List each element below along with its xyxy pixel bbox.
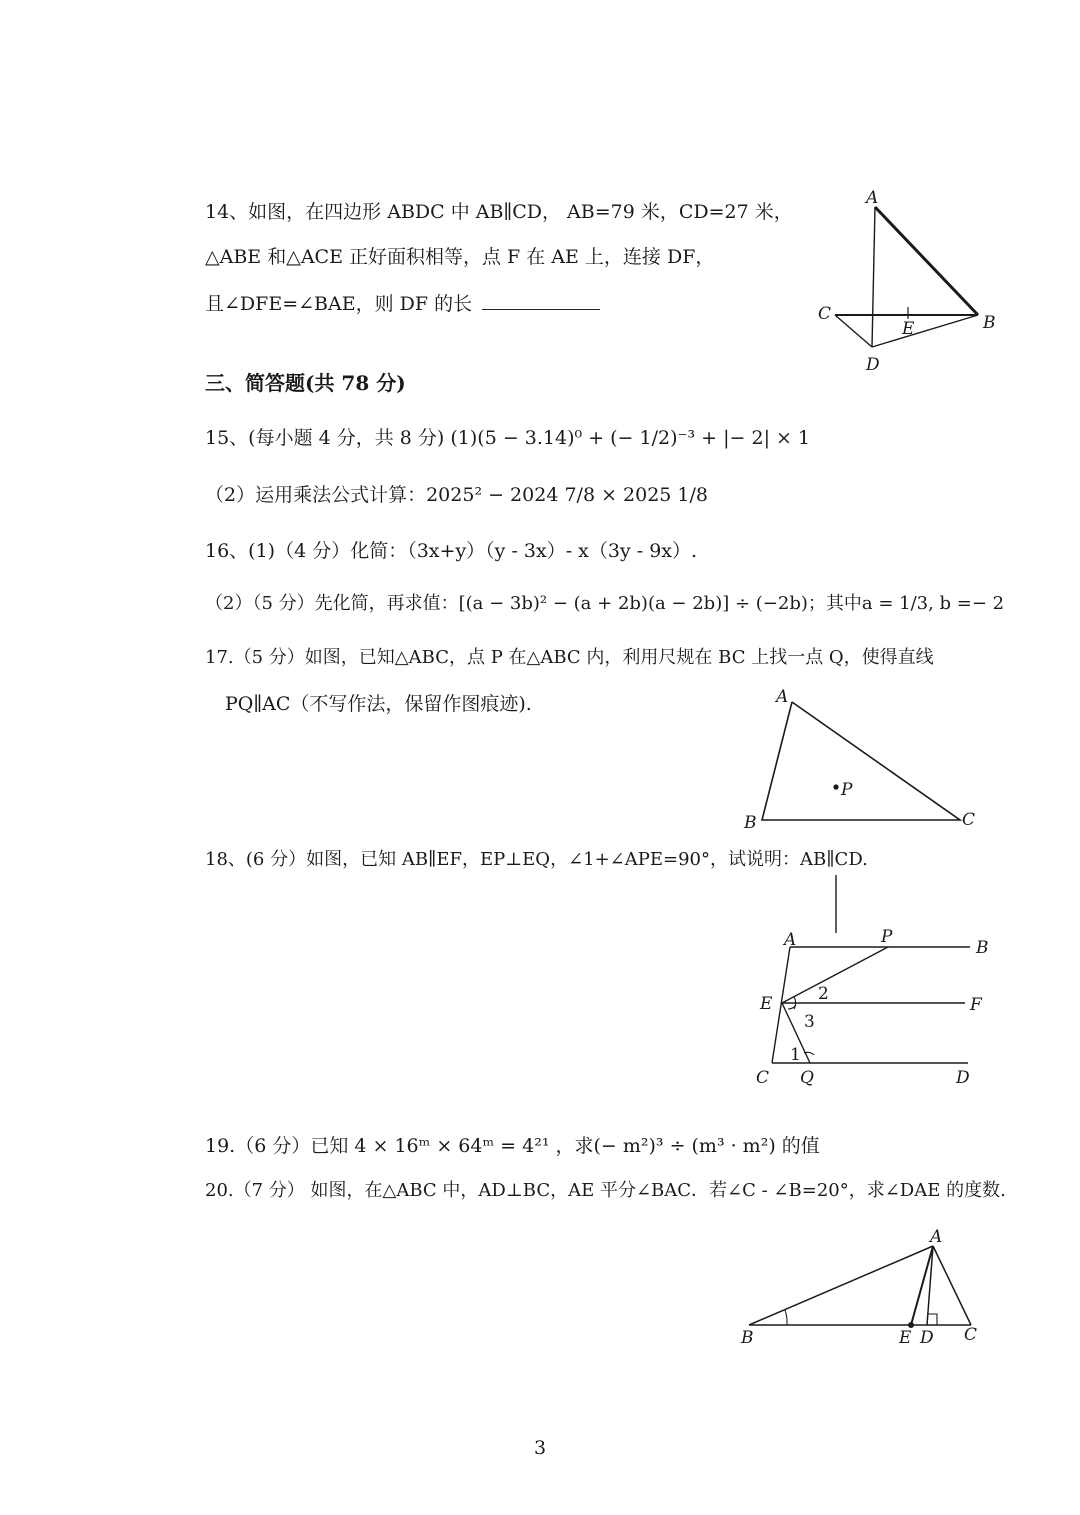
q17-label-p: P	[841, 780, 853, 800]
q18-label-a: A	[784, 930, 797, 950]
q20-label-a: A	[930, 1227, 943, 1247]
q18-label-q: Q	[800, 1068, 814, 1088]
q17-label-c: C	[962, 810, 976, 830]
q18-figure	[750, 875, 1000, 1090]
q14-line-1: 14、如图，在四边形 ABDC 中 AB∥CD， AB=79 米，CD=27 米，	[205, 201, 793, 223]
q14-label-a: A	[866, 188, 879, 208]
q20-line-1: 20.（7 分） 如图，在△ABC 中，AD⊥BC，AE 平分∠BAC．若∠C - ∠B=20°，求∠DAE 的度数.	[205, 1180, 1006, 1201]
q20-label-e: E	[899, 1328, 912, 1348]
q15-line-2: （2）运用乘法公式计算：2025² − 2024 7/8 × 2025 1/8	[205, 484, 708, 506]
q14-label-c: C	[818, 304, 832, 324]
q14-label-b: B	[983, 313, 996, 333]
q17-line-1: 17.（5 分）如图，已知△ABC，点 P 在△ABC 内，利用尺规在 BC 上找一点 Q，使得直线	[205, 647, 934, 668]
q14-line-3-text: 且∠DFE=∠BAE，则 DF 的长	[205, 293, 473, 315]
q18-label-3: 3	[804, 1012, 815, 1032]
q16-line-1: 16、(1)（4 分）化简：（3x+y）（y - 3x）- x（3y - 9x）.	[205, 540, 698, 562]
q18-line-1: 18、(6 分）如图，已知 AB∥EF，EP⊥EQ，∠1+∠APE=90°，试说明：AB∥CD.	[205, 849, 868, 870]
q20-label-d: D	[920, 1328, 934, 1348]
q18-label-d: D	[956, 1068, 970, 1088]
q14-label-d: D	[866, 355, 880, 375]
q18-label-1: 1	[790, 1045, 801, 1065]
q19-line-1: 19.（6 分）已知 4 × 16ᵐ × 64ᵐ = 4²¹ ，求(− m²)³ ÷ (m³ · m²) 的值	[205, 1135, 820, 1157]
q17-line-2: PQ∥AC（不写作法，保留作图痕迹).	[225, 693, 532, 715]
q18-label-2: 2	[818, 984, 829, 1004]
q15-line-1: 15、(每小题 4 分，共 8 分) (1)(5 − 3.14)⁰ + (− 1/2)⁻³ + |− 2| × 1	[205, 427, 811, 449]
q14-line-3	[205, 289, 600, 318]
q16-line-2: （2）（5 分）先化简，再求值：[(a − 3b)² − (a + 2b)(a − 2b)] ÷ (−2b)；其中a = 1/3, b =− 2	[205, 593, 1005, 614]
q20-figure	[735, 1228, 995, 1358]
section-heading: 三、简答题(共 78 分)	[205, 371, 406, 395]
q18-label-f: F	[970, 995, 982, 1015]
q20-label-b: B	[741, 1328, 754, 1348]
q18-label-p: P	[881, 927, 893, 947]
q20-label-c: C	[964, 1325, 978, 1345]
answer-blank[interactable]	[482, 289, 600, 310]
q18-label-c: C	[756, 1068, 770, 1088]
q17-label-b: B	[744, 813, 757, 833]
q14-label-e: E	[902, 319, 915, 339]
q18-label-e: E	[760, 994, 773, 1014]
q17-label-a: A	[776, 687, 789, 707]
q14-line-2: △ABE 和△ACE 正好面积相等，点 F 在 AE 上，连接 DF，	[205, 246, 715, 268]
q18-label-b: B	[976, 938, 989, 958]
q14-figure	[810, 185, 1010, 380]
page-number: 3	[533, 1437, 547, 1459]
q17-figure	[740, 680, 990, 840]
